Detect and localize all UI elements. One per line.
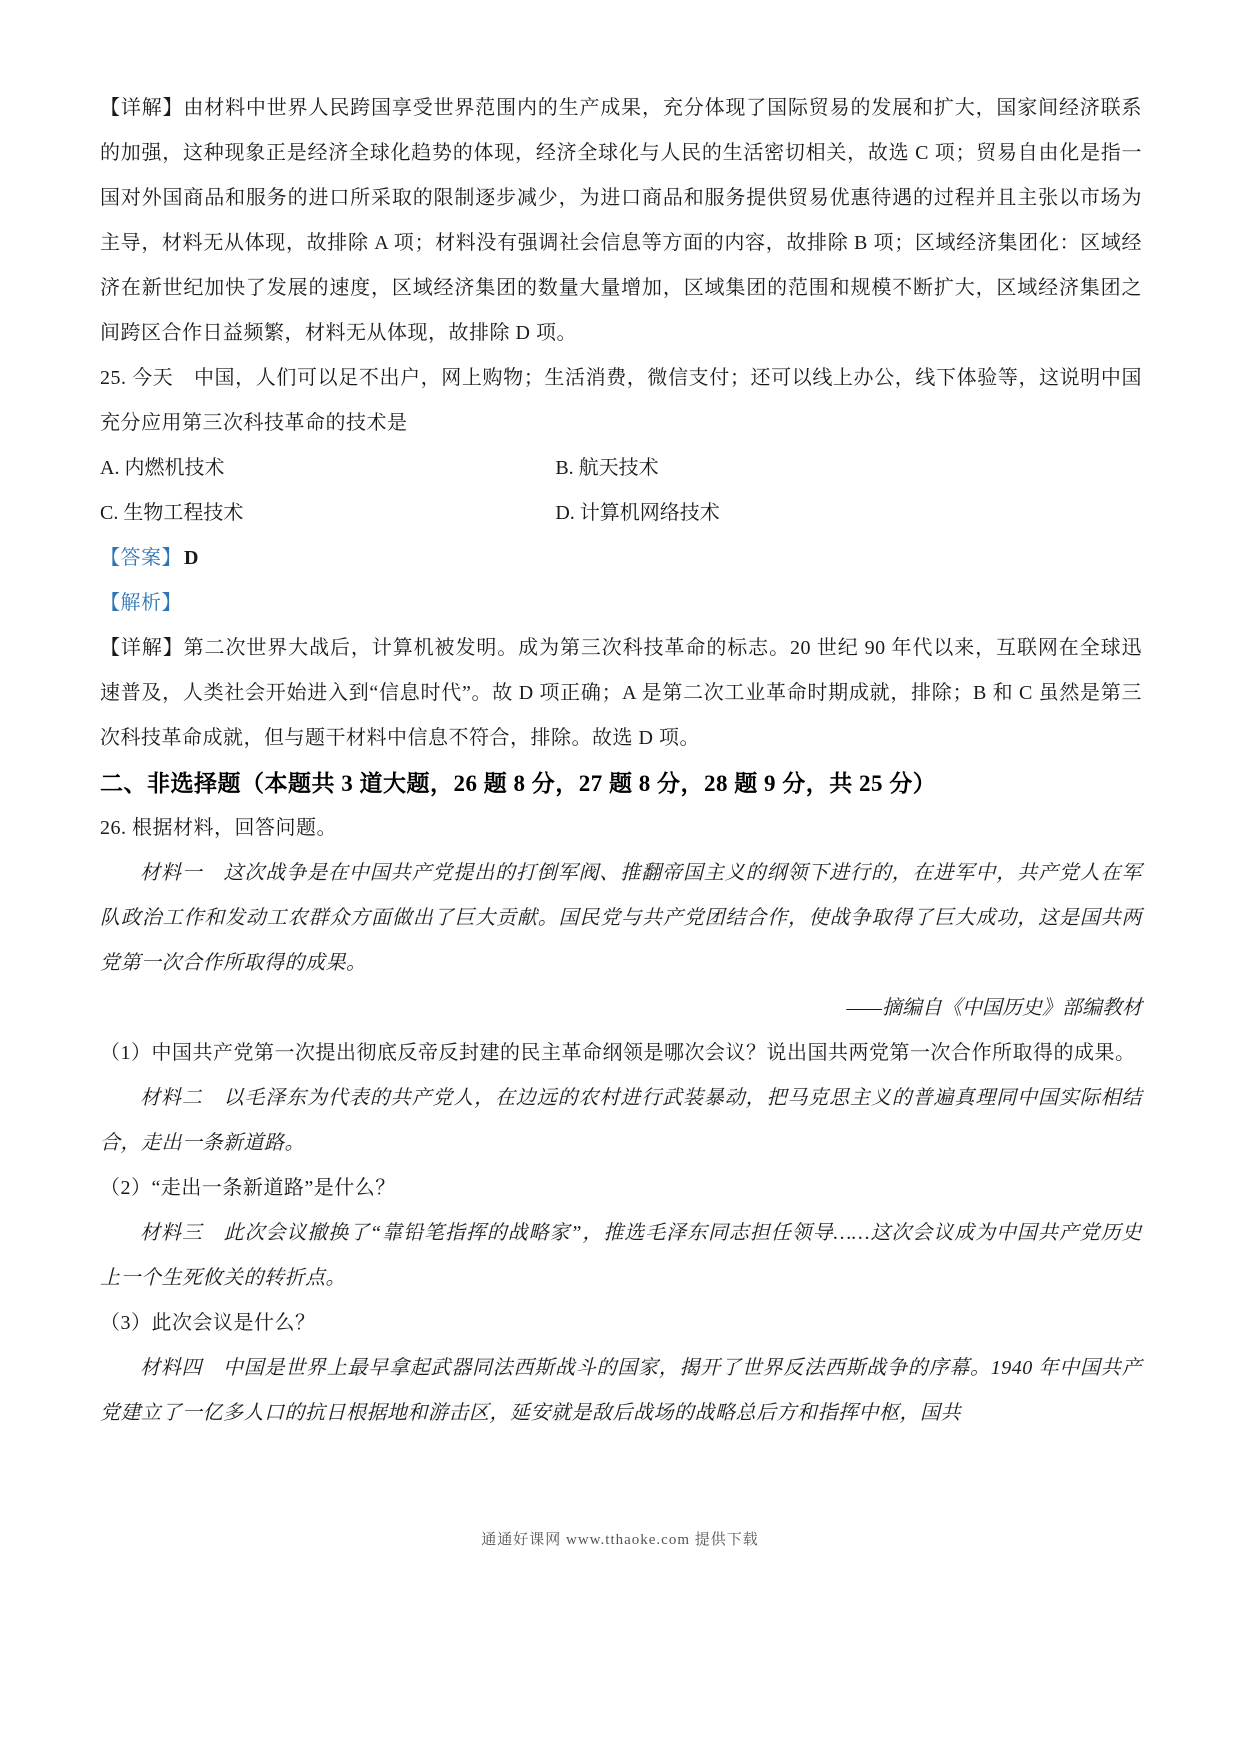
q25-stem: 25. 今天 中国，人们可以足不出户，网上购物；生活消费，微信支付；还可以线上办公，线下体验等，这说明中国充分应用第三次科技革命的技术是	[100, 367, 1142, 434]
q26-subquestion-3: （3）此次会议是什么？	[100, 1312, 316, 1334]
q26-material-1-source: ——摘编自《中国历史》部编教材	[846, 997, 1142, 1019]
q25-option-b: B. 航天技术	[555, 457, 659, 479]
q25-option-a: A. 内燃机技术	[100, 457, 225, 479]
q25-option-c: C. 生物工程技术	[100, 502, 244, 524]
q25-detail-paragraph	[100, 626, 1142, 761]
q26-material-3: 材料三 此次会议撤换了“靠铅笔指挥的战略家”，推选毛泽东同志担任领导……这次会议成为中国共产党历史上一个生死攸关的转折点。	[100, 1222, 1142, 1289]
answer-value: D	[184, 547, 199, 569]
q26-material-4: 材料四 中国是世界上最早拿起武器同法西斯战斗的国家，揭开了世界反法西斯战争的序幕。1940 年中国共产党建立了一亿多人口的抗日根据地和游击区，延安就是敌后战场的战略总后方和指挥中枢，国共	[100, 1357, 1142, 1424]
q25-option-d: D. 计算机网络技术	[555, 502, 720, 524]
q26-material-1: 材料一 这次战争是在中国共产党提出的打倒军阀、推翻帝国主义的纲领下进行的，在进军中，共产党人在军队政治工作和发动工农群众方面做出了巨大贡献。国民党与共产党团结合作，使战争取得了巨大成功，这是国共两党第一次合作所取得的成果。	[100, 862, 1142, 974]
answer-label: 【答案】	[100, 547, 182, 569]
q25-options-row-1	[100, 446, 1142, 491]
detail-text: 由材料中世界人民跨国享受世界范围内的生产成果，充分体现了国际贸易的发展和扩大，国家间经济联系的加强，这种现象正是经济全球化趋势的体现，经济全球化与人民的生活密切相关，故选 C 项；贸易自由化是指一国对外国商品和服务的进口所采取的限制逐步减少，为进口商品和服务提供贸易优惠待遇的过程并且主张以市场为主导，材料无从体现，故排除 A 项；材料没有强调社会信息等方面的内容，故排除 B 项；区域经济集团化：区域经济在新世纪加快了发展的速度，区域经济集团的数量大量增加，区域集团的范围和规模不断扩大，区域经济集团之间跨区合作日益频繁，材料无从体现，故排除 D 项。	[100, 97, 1143, 344]
q25-options-row-2	[100, 491, 1142, 536]
detail-text: 第二次世界大战后，计算机被发明。成为第三次科技革命的标志。20 世纪 90 年代以来，互联网在全球迅速普及，人类社会开始进入到“信息时代”。故 D 项正确；A 是第二次工业革命时期成就，排除；B 和 C 虽然是第三次科技革命成就，但与题干材料中信息不符合，排除。故选 D 项。	[100, 637, 1143, 749]
analysis-label: 【解析】	[100, 592, 182, 614]
detail-label: 【详解】	[100, 637, 184, 659]
q26-subquestion-2: （2）“走出一条新道路”是什么？	[100, 1177, 396, 1199]
q26-subquestion-1: （1）中国共产党第一次提出彻底反帝反封建的民主革命纲领是哪次会议？说出国共两党第一次合作所取得的成果。	[100, 1042, 1136, 1064]
q26-material-2: 材料二 以毛泽东为代表的共产党人，在边远的农村进行武装暴动，把马克思主义的普遍真理同中国实际相结合，走出一条新道路。	[100, 1087, 1142, 1154]
q24-detail-paragraph	[100, 86, 1142, 356]
document-content	[100, 86, 1142, 1436]
q26-intro: 26. 根据材料，回答问题。	[100, 817, 337, 839]
page-footer: 通通好课网 www.tthaoke.com 提供下载	[481, 1532, 759, 1548]
q25-analysis-line	[100, 581, 1142, 626]
section-2-heading: 二、非选择题（本题共 3 道大题，26 题 8 分，27 题 8 分，28 题 9 分，共 25 分）	[100, 771, 937, 796]
detail-label: 【详解】	[100, 97, 184, 119]
q25-answer-line	[100, 536, 1142, 581]
